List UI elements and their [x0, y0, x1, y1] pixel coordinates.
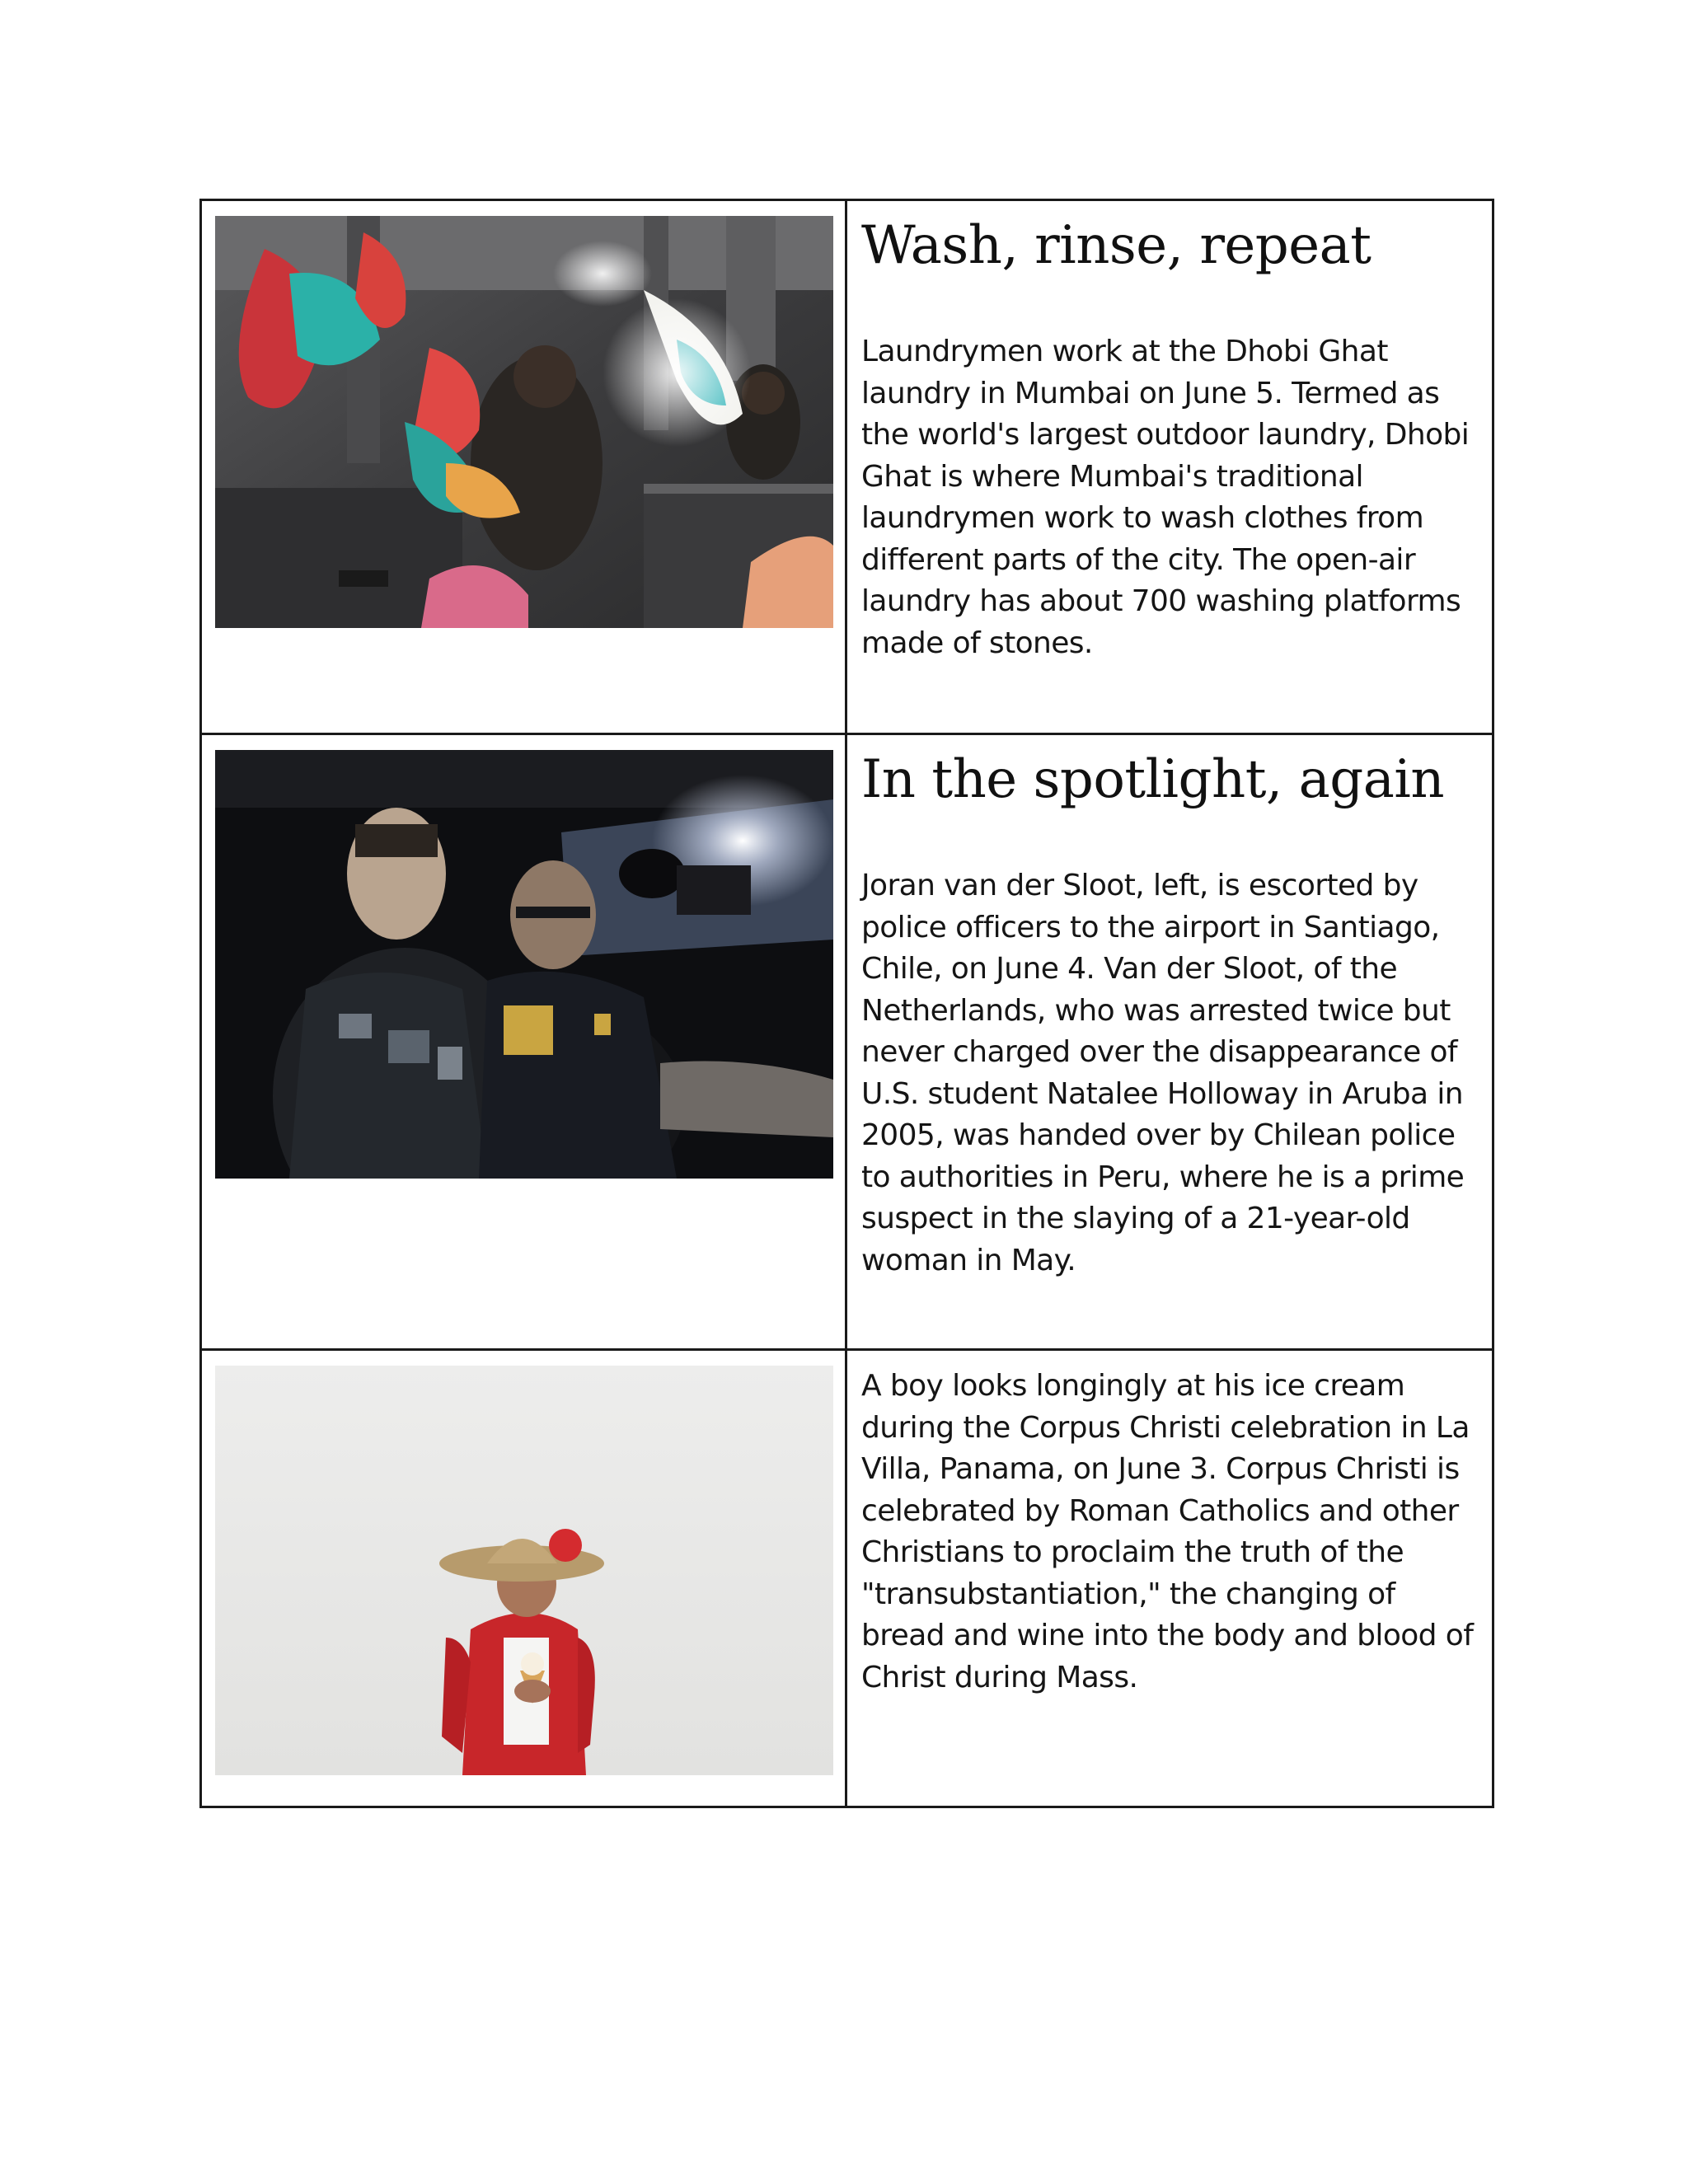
- story-caption: Laundrymen work at the Dhobi Ghat laundry in Mumbai on June 5. Termed as the world's largest outdoor laundry, Dhobi Ghat is where Mumbai's traditional laundrymen work to wash clothes from different parts of the city. The open-air laundry has about 700 washing platforms made of stones.: [861, 335, 1470, 660]
- story-text-cell: [846, 200, 1493, 734]
- story-title: In the spotlight, again: [861, 749, 1445, 810]
- laundry-photo: [215, 216, 833, 628]
- ice-cream-boy-photo-image: [215, 1366, 833, 1775]
- story-row: [201, 1350, 1493, 1807]
- story-title: Wash, rinse, repeat: [861, 215, 1372, 276]
- photo-story-table: [199, 199, 1494, 1808]
- story-text-cell: [846, 734, 1493, 1350]
- story-text-cell: [846, 1350, 1493, 1807]
- photo-cell: [201, 1350, 846, 1807]
- police-car-photo: [215, 750, 833, 1179]
- photo-cell: [201, 734, 846, 1350]
- photo-cell: [201, 200, 846, 734]
- story-caption: A boy looks longingly at his ice cream during the Corpus Christi celebration in La Villa, Panama, on June 3. Corpus Christi is celebrated by Roman Catholics and other Christians to proclaim the truth of the "transubstantiation," the changing of bread and wine into the body and blood of Christ during Mass.: [861, 1369, 1474, 1694]
- ice-cream-boy-photo: [215, 1366, 833, 1775]
- laundry-photo-image: [215, 216, 833, 628]
- police-car-photo-image: [215, 750, 833, 1179]
- story-row: [201, 734, 1493, 1350]
- story-caption: Joran van der Sloot, left, is escorted by police officers to the airport in Santiago, Chile, on June 4. Van der Sloot, of the Netherlands, who was arrested twice but never charged over the disappearance of U.S. student Natalee Holloway in Aruba in 2005, was handed over by Chilean police to authorities in Peru, where he is a prime suspect in the slaying of a 21-year-old woman in May.: [861, 869, 1465, 1277]
- story-row: [201, 200, 1493, 734]
